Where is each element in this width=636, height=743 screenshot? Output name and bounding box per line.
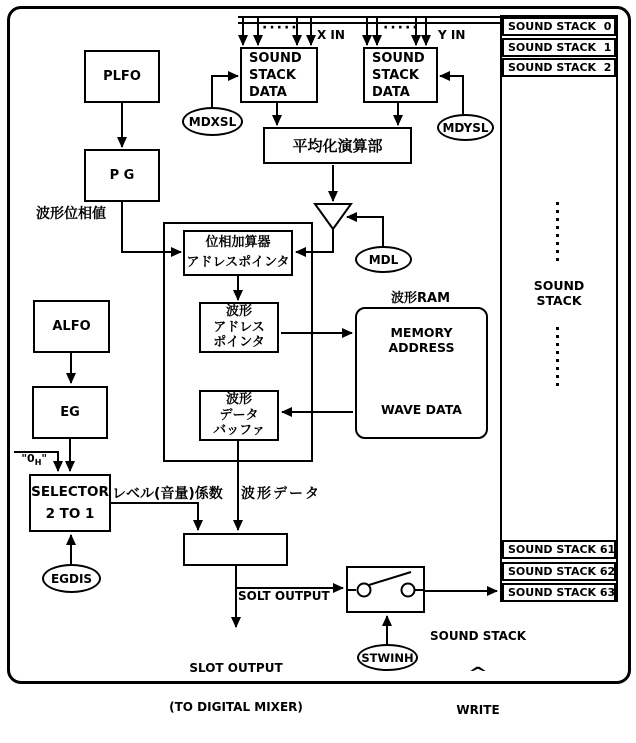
cell-61-label: SOUND STACK 61 [508,543,616,556]
multiplier-box [183,533,288,566]
wave-data-port-label: WAVE DATA [381,402,462,417]
averaging-unit-label: 平均化演算部 [292,137,383,155]
level-coefficient-label: レベル(音量)係数 [112,486,223,502]
selector-line1: SELECTOR [31,484,109,500]
wave-data-buffer-box [199,390,279,441]
ssd-x-line3: DATA [249,84,287,100]
sound-stack-cell-62 [502,562,616,581]
ssd-x-line2: STACK [249,67,296,83]
ssd-x-line1: SOUND [249,50,302,66]
mdxsl-label: MDXSL [188,114,237,129]
solt-output-label: SOLT OUTPUT [238,589,330,603]
plfo-label: PLFO [103,69,141,84]
sound-stack-cell-61 [502,540,616,559]
sound-stack-write-label [428,604,528,743]
mdl-ellipse [355,246,412,273]
mdysl-label: MDYSL [442,120,489,135]
wave-buf-line3: バッファ [213,423,265,439]
slot-output-line1: SLOT OUTPUT [189,661,283,675]
wave-addr-line2: アドレス [213,319,265,335]
wire-mdysl-to-stackdata [440,76,463,114]
zero-h-end: " [41,452,48,465]
stack-center-line1: SOUND [533,278,585,293]
ss-write-line1: SOUND STACK [429,629,527,643]
stack-ellipsis-lower [556,327,559,390]
zero-h-sub: H [34,458,42,468]
egdis-label: EGDIS [50,571,93,586]
slot-output-line2: (TO DIGITAL MIXER) [169,700,303,714]
pg-label: P G [109,168,135,183]
ss-write-caret-icon: ^ [467,664,489,682]
phase-adder-line1: 位相加算器 [205,235,271,250]
selector-box [29,474,111,532]
sound-stack-column [500,15,618,602]
eg-label: EG [60,405,80,420]
zero-h-label [6,439,47,480]
egdis-ellipse [42,564,101,593]
wave-addr-line1: 波形 [225,304,252,320]
wire-mdl-to-amp [347,217,383,246]
cell-62-label: SOUND STACK 62 [508,565,616,578]
stwinh-label: STWINH [361,650,414,665]
cell-2-label: SOUND STACK 2 [508,61,612,74]
eg-box [32,386,108,439]
sound-stack-cell-63 [502,583,616,602]
alfo-box [33,300,110,353]
stwinh-ellipse [357,644,418,671]
sound-stack-cell-1 [502,38,616,57]
phase-adder-box [183,230,293,276]
sound-stack-cell-2 [502,58,616,77]
ss-write-line2: WRITE [456,703,500,717]
wave-phase-value-label: 波形位相値 [36,206,106,222]
sound-stack-data-x-box [240,47,318,103]
wave-buf-line2: データ [219,407,259,423]
wire-mdxsl-to-stackdata [212,76,238,107]
phase-adder-line2: アドレスポインタ [186,255,290,270]
slot-output-label [166,636,306,740]
alfo-label: ALFO [52,319,91,334]
cell-63-label: SOUND STACK 63 [508,586,616,599]
wave-addr-line3: ポインタ [213,335,265,351]
selector-line2: 2 TO 1 [45,506,95,522]
write-switch-box [346,566,425,613]
x-in-label: X IN [317,28,345,42]
wave-address-pointer-box [199,302,279,353]
stack-center-label [502,278,616,308]
memory-address-label: MEMORY ADDRESS [388,325,455,355]
wire-selector-to-multiplier [111,503,198,530]
plfo-box [84,50,160,103]
mdysl-ellipse [437,114,494,141]
cell-1-label: SOUND STACK 1 [508,41,612,54]
wave-ram-box [355,307,488,439]
switch-icon [348,568,423,611]
ssd-y-line3: DATA [372,84,410,100]
wave-buf-line1: 波形 [225,392,252,408]
amplifier-triangle-icon [315,204,351,229]
zero-h-main: "0 [21,452,35,465]
sound-stack-cell-0 [502,17,616,36]
cell-0-label: SOUND STACK 0 [508,20,612,33]
wave-ram-title-label: 波形RAM [391,291,451,306]
bus-dots-x: ····· [262,20,299,36]
y-in-label: Y IN [438,28,466,42]
wave-data-label: 波形データ [241,486,321,502]
mdl-label: MDL [368,252,399,267]
pg-box [84,149,160,202]
ssd-y-line2: STACK [372,67,419,83]
stack-center-line2: STACK [536,293,582,308]
bus-dots-y: ····· [383,20,420,36]
stack-ellipsis-upper [556,202,559,264]
ssd-y-line1: SOUND [372,50,425,66]
averaging-unit-box [263,127,412,164]
sound-stack-data-y-box [363,47,438,103]
mdxsl-ellipse [182,107,243,136]
